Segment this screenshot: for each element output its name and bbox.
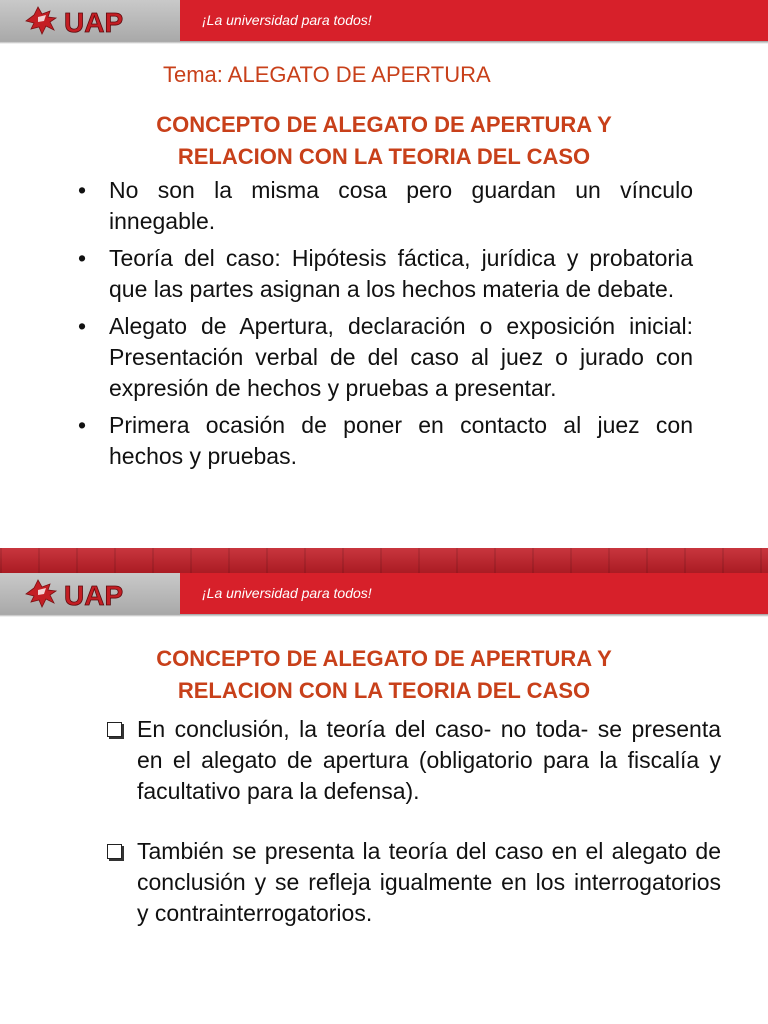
slide-header xyxy=(0,573,768,614)
slide-header xyxy=(0,0,768,41)
slide-title xyxy=(0,643,768,707)
uap-logo-graphic xyxy=(24,576,154,612)
list-item-text: No son la misma cosa pero guardan un vínculo innegable. xyxy=(109,177,693,234)
title-line-1: CONCEPTO DE ALEGATO DE APERTURA Y xyxy=(156,112,612,137)
uap-logo-graphic xyxy=(24,3,154,39)
slide-2 xyxy=(0,573,768,1024)
svg-text:UAP: UAP xyxy=(64,580,124,611)
header-shadow xyxy=(0,614,768,617)
checkbox-bullet-list xyxy=(104,714,721,929)
svg-text:UAP: UAP xyxy=(64,7,124,38)
bullet-list xyxy=(78,175,693,478)
uap-logo xyxy=(24,576,154,612)
bullet-icon: • xyxy=(78,313,87,339)
title-line-2: RELACION CON LA TEORIA DEL CASO xyxy=(177,144,591,169)
slide-title xyxy=(0,109,768,173)
list-item-text: Alegato de Apertura, declaración o exposición inicial: Presentación verbal de del caso al juez o jurado con expresión de hechos y pruebas a presentar. xyxy=(109,313,693,401)
title-line-1: CONCEPTO DE ALEGATO DE APERTURA Y xyxy=(156,646,612,671)
topic-heading: Tema: ALEGATO DE APERTURA xyxy=(163,62,491,87)
title-line-2: RELACION CON LA TEORIA DEL CASO xyxy=(177,678,591,703)
list-item xyxy=(78,311,693,404)
square-bullet-icon xyxy=(107,844,122,859)
square-bullet-icon xyxy=(107,722,122,737)
list-item-text: Primera ocasión de poner en contacto al juez con hechos y pruebas. xyxy=(109,412,693,469)
bullet-icon: • xyxy=(78,412,87,438)
header-shadow xyxy=(0,41,768,44)
list-item-text: En conclusión, la teoría del caso- no toda- se presenta en el alegato de apertura (obligatorio para la fiscalía y facultativo para la defensa). xyxy=(137,716,721,804)
list-item-text: También se presenta la teoría del caso en el alegato de conclusión y se refleja igualmente en los interrogatorios y contrainterrogatorios. xyxy=(137,838,721,926)
list-item xyxy=(78,243,693,305)
bullet-icon: • xyxy=(78,245,87,271)
bullet-icon: • xyxy=(78,177,87,203)
list-item xyxy=(78,175,693,237)
uap-logo xyxy=(24,3,154,39)
header-tagline: ¡La universidad para todos! xyxy=(202,12,372,28)
list-item xyxy=(104,836,721,929)
list-item xyxy=(78,410,693,472)
list-item-text: Teoría del caso: Hipótesis fáctica, jurídica y probatoria que las partes asignan a los hechos materia de debate. xyxy=(109,245,693,302)
slide-separator xyxy=(0,548,768,573)
list-item xyxy=(104,714,721,807)
header-tagline: ¡La universidad para todos! xyxy=(202,585,372,601)
